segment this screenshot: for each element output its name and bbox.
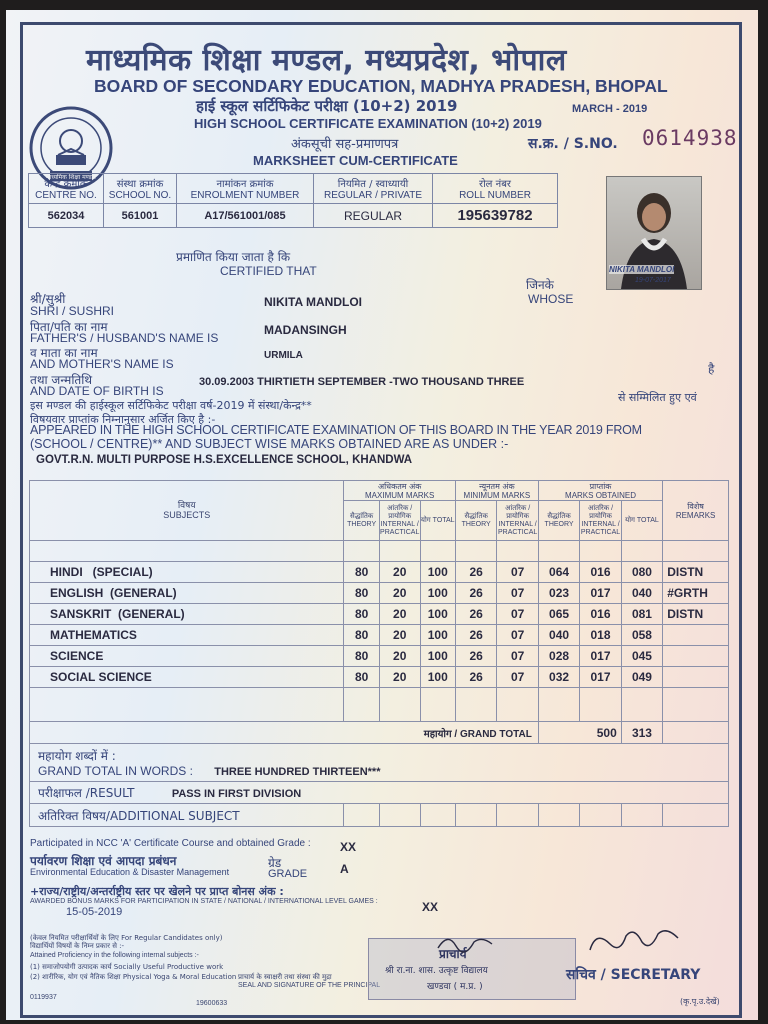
bonus-english: AWARDED BONUS MARKS FOR PARTICIPATION IN STATE / NATIONAL / INTERNATIONAL LEVEL GAMES :	[30, 898, 378, 905]
mother-name: URMILA	[264, 350, 303, 361]
principal-seal-hindi: प्राचार्य के स्वाक्षरी तथा संस्था की मुद्रा	[238, 973, 332, 981]
grand-total-label: महायोग / GRAND TOTAL	[344, 722, 538, 744]
mark-nt: 26	[455, 604, 496, 625]
appeared-hindi-2: से सम्मिलित हुए एवं	[618, 391, 697, 404]
mark-nt: 26	[455, 646, 496, 667]
mark-ni: 07	[497, 583, 538, 604]
obt-theory-header: सैद्धांतिक THEORY	[538, 501, 579, 541]
obtained-marks-header: प्राप्तांक MARKS OBTAINED	[538, 481, 662, 501]
mark-r: DISTN	[663, 604, 729, 625]
appeared-hindi-3: विषयवार प्राप्तांक निम्नानुसार अर्जित किए है :-	[30, 413, 216, 426]
marksheet-paper	[6, 10, 758, 1020]
mark-ni: 07	[497, 604, 538, 625]
mark-oi: 017	[580, 583, 621, 604]
mark-mi: 20	[379, 646, 420, 667]
obt-internal-header: आंतरिक / प्रायोगिक INTERNAL / PRACTICAL	[580, 501, 621, 541]
mark-r: #GRTH	[663, 583, 729, 604]
mark-nt: 26	[455, 667, 496, 688]
certify-hindi: प्रमाणित किया जाता है कि	[176, 250, 291, 264]
board-name-english: BOARD OF SECONDARY EDUCATION, MADHYA PRADESH, BHOPAL	[94, 76, 668, 96]
mark-nt: 26	[455, 625, 496, 646]
centre-number: 562034	[29, 204, 104, 228]
mark-ot: 064	[538, 562, 579, 583]
subject-row	[30, 583, 729, 604]
subject-name: HINDI (SPECIAL)	[30, 562, 344, 583]
mark-mt: 80	[344, 625, 379, 646]
marksheet-title: MARKSHEET CUM-CERTIFICATE	[253, 153, 458, 168]
mark-oto: 049	[621, 667, 662, 688]
subject-row	[30, 646, 729, 667]
additional-subject-label: अतिरिक्त विषय/ADDITIONAL SUBJECT	[30, 804, 344, 827]
secretary-label: सचिव / SECRETARY	[566, 967, 701, 983]
ncc-grade: XX	[340, 840, 357, 854]
subject-row	[30, 667, 729, 688]
exam-title-hindi: हाई स्कूल सर्टिफिकेट परीक्षा (10+2) 2019	[196, 97, 458, 115]
mark-ot: 028	[538, 646, 579, 667]
subject-row	[30, 604, 729, 625]
mark-oto: 081	[621, 604, 662, 625]
principal-seal-english: SEAL AND SIGNATURE OF THE PRINCIPAL	[238, 982, 381, 989]
please-turn-over: (कृ.पृ.उ.देखें)	[680, 997, 720, 1006]
mark-r	[663, 646, 729, 667]
mark-ni: 07	[497, 646, 538, 667]
bonus-value: XX	[422, 900, 439, 914]
note-3: Attained Proficiency in the following internal subjects :-	[30, 952, 199, 959]
mark-ni: 07	[497, 562, 538, 583]
words-row	[30, 744, 729, 782]
subject-name: SCIENCE	[30, 646, 344, 667]
mark-mto: 100	[420, 604, 455, 625]
shri-english: SHRI / SUSHRI	[30, 304, 115, 318]
mark-oi: 018	[580, 625, 621, 646]
bonus-hindi: +राज्य/राष्ट्रीय/अन्तर्राष्ट्रीय स्तर पर खेलने पर प्राप्त बोनस अंक :	[30, 885, 284, 898]
code-1: 0119937	[30, 994, 57, 1001]
grand-total-words: THREE HUNDRED THIRTEEN***	[214, 766, 381, 778]
max-theory-header: सैद्धांतिक THEORY	[344, 501, 379, 541]
max-internal-header: आंतरिक / प्रायोगिक INTERNAL / PRACTICAL	[379, 501, 420, 541]
mark-r	[663, 625, 729, 646]
mark-oi: 017	[580, 667, 621, 688]
mark-r	[663, 667, 729, 688]
father-name: MADANSINGH	[264, 323, 347, 337]
mark-mi: 20	[379, 625, 420, 646]
mark-ni: 07	[497, 667, 538, 688]
info-header-enrolment: नामांकन क्रमांक ENROLMENT NUMBER	[177, 174, 314, 204]
subject-row	[30, 625, 729, 646]
mark-ot: 032	[538, 667, 579, 688]
mark-mto: 100	[420, 646, 455, 667]
mark-mt: 80	[344, 562, 379, 583]
mother-english: AND MOTHER'S NAME IS	[30, 357, 174, 371]
mark-ot: 065	[538, 604, 579, 625]
student-name: NIKITA MANDLOI	[264, 295, 362, 309]
mark-oto: 058	[621, 625, 662, 646]
mother-hindi: व माता का नाम	[30, 346, 98, 360]
stamp-line-3: खण्डवा ( म.प्र. )	[427, 982, 483, 992]
info-header-centre: केन्द्र क्रमांक CENTRE NO.	[29, 174, 104, 204]
remarks-header: विशेष REMARKS	[663, 481, 729, 541]
min-marks-header: न्यूनतम अंक MINIMUM MARKS	[455, 481, 538, 501]
mark-mt: 80	[344, 604, 379, 625]
dob-hindi: तथा जन्मतिथि	[30, 373, 93, 387]
subject-name: SOCIAL SCIENCE	[30, 667, 344, 688]
mark-mi: 20	[379, 583, 420, 604]
mark-nt: 26	[455, 583, 496, 604]
candidate-info-table	[28, 173, 558, 228]
school-name: GOVT.R.N. MULTI PURPOSE H.S.EXCELLENCE SCHOOL, KHANDWA	[36, 454, 413, 466]
code-2: 19600633	[196, 1000, 228, 1007]
enrolment-number: A17/561001/085	[177, 204, 314, 228]
certify-english: CERTIFIED THAT	[220, 264, 317, 278]
result-label: परीक्षाफल /RESULT	[38, 786, 135, 800]
info-header-roll: रोल नंबर ROLL NUMBER	[433, 174, 558, 204]
note-5: (2) शारीरिक, योग एवं नैतिक शिक्षा Physical Yoga & Moral Education	[30, 973, 237, 981]
grade-hindi: ग्रेड	[268, 856, 282, 870]
mark-mt: 80	[344, 646, 379, 667]
stamp-line-2: श्री रा.ना. शास. उत्कृष्ट विद्यालय	[385, 966, 488, 976]
photo-date: 19-07-2017	[635, 277, 671, 284]
marks-table	[29, 480, 729, 827]
max-total-header: योग TOTAL	[420, 501, 455, 541]
subject-row	[30, 562, 729, 583]
mark-mi: 20	[379, 667, 420, 688]
regular-private: REGULAR	[314, 204, 433, 228]
min-theory-header: सैद्धांतिक THEORY	[455, 501, 496, 541]
seal-text: माध्यमिक शिक्षा मण्डल	[46, 174, 96, 181]
hai-label: है	[708, 362, 715, 376]
mark-oto: 045	[621, 646, 662, 667]
mark-mt: 80	[344, 667, 379, 688]
date-of-birth: 30.09.2003 THIRTIETH SEPTEMBER -TWO THOUSAND THREE	[199, 376, 525, 388]
stamp-line-1: प्राचार्य	[439, 947, 467, 961]
env-grade: A	[340, 862, 349, 876]
mark-r: DISTN	[663, 562, 729, 583]
serial-number-value: 0614938	[642, 126, 738, 150]
mark-ni: 07	[497, 625, 538, 646]
issue-date: 15-05-2019	[66, 906, 123, 918]
grand-total-obtained: 313	[621, 722, 662, 744]
mark-mto: 100	[420, 583, 455, 604]
subject-name: MATHEMATICS	[30, 625, 344, 646]
school-number: 561001	[104, 204, 177, 228]
note-4: (1) समाजोपयोगी उत्पादक कार्य Socially Useful Productive work	[30, 963, 224, 971]
appeared-english-2: (SCHOOL / CENTRE)** AND SUBJECT WISE MARKS OBTAINED ARE AS UNDER :-	[30, 437, 509, 451]
student-photo	[606, 176, 702, 290]
max-marks-header: अधिकतम अंक MAXIMUM MARKS	[344, 481, 455, 501]
mark-mt: 80	[344, 583, 379, 604]
exam-title-english: HIGH SCHOOL CERTIFICATE EXAMINATION (10+2) 2019	[194, 116, 542, 131]
ncc-label: Participated in NCC 'A' Certificate Course and obtained Grade :	[30, 838, 311, 849]
note-2: विद्यार्थियों विषयों के निम्न प्रकार से :-	[30, 942, 125, 950]
mark-mto: 100	[420, 625, 455, 646]
mark-ot: 023	[538, 583, 579, 604]
mark-nt: 26	[455, 562, 496, 583]
mark-oto: 080	[621, 562, 662, 583]
env-english: Environmental Education & Disaster Management	[30, 867, 230, 877]
serial-number-label: स.क्र. / S.NO.	[528, 136, 618, 152]
min-internal-header: आंतरिक / प्रायोगिक INTERNAL / PRACTICAL	[497, 501, 538, 541]
father-hindi: पिता/पति का नाम	[30, 320, 108, 334]
mark-mto: 100	[420, 562, 455, 583]
words-label-english: GRAND TOTAL IN WORDS :	[38, 764, 193, 778]
info-header-regular: नियमित / स्वाध्यायी REGULAR / PRIVATE	[314, 174, 433, 204]
exam-session: MARCH - 2019	[572, 103, 648, 115]
whose-label: WHOSE	[528, 292, 574, 306]
subjects-header: विषय SUBJECTS	[30, 481, 344, 541]
photo-name: NIKITA MANDLOI	[609, 265, 675, 274]
principal-signature-icon	[436, 930, 496, 956]
dob-english: AND DATE OF BIRTH IS	[30, 384, 164, 398]
obt-total-header: योग TOTAL	[621, 501, 662, 541]
roll-number: 195639782	[433, 204, 558, 228]
mark-mi: 20	[379, 604, 420, 625]
appeared-hindi-1: इस मण्डल की हाईस्कूल सर्टिफिकेट परीक्षा वर्ष-2019 में संस्था/केन्द्र**	[30, 399, 312, 412]
grand-total-max: 500	[538, 722, 621, 744]
subject-name: SANSKRIT (GENERAL)	[30, 604, 344, 625]
mark-oi: 016	[580, 562, 621, 583]
env-hindi: पर्यावरण शिक्षा एवं आपदा प्रबंधन	[30, 854, 177, 868]
info-header-school: संस्था क्रमांक SCHOOL NO.	[104, 174, 177, 204]
subject-name: ENGLISH (GENERAL)	[30, 583, 344, 604]
mark-oto: 040	[621, 583, 662, 604]
mark-oi: 016	[580, 604, 621, 625]
result-value: PASS IN FIRST DIVISION	[171, 788, 302, 800]
secretary-signature-icon	[586, 922, 682, 962]
appeared-english-1: APPEARED IN THE HIGH SCHOOL CERTIFICATE EXAMINATION OF THIS BOARD IN THE YEAR 2019 FROM	[30, 423, 642, 437]
jinke-label: जिनके	[526, 278, 554, 292]
grade-english: GRADE	[268, 868, 308, 880]
mark-ot: 040	[538, 625, 579, 646]
result-row	[30, 782, 729, 804]
shri-hindi: श्री/सुश्री	[30, 292, 66, 306]
board-name-hindi: माध्यमिक शिक्षा मण्डल, मध्यप्रदेश, भोपाल	[86, 43, 567, 78]
mark-mi: 20	[379, 562, 420, 583]
father-english: FATHER'S / HUSBAND'S NAME IS	[30, 331, 219, 345]
ankasuchi-title: अंकसूची सह-प्रमाणपत्र	[291, 137, 399, 152]
mark-oi: 017	[580, 646, 621, 667]
words-label-hindi: महायोग शब्दों में :	[38, 749, 116, 763]
note-1: (केवल नियमित परीक्षार्थियों के लिए For Regular Candidates only)	[30, 934, 223, 942]
mark-mto: 100	[420, 667, 455, 688]
